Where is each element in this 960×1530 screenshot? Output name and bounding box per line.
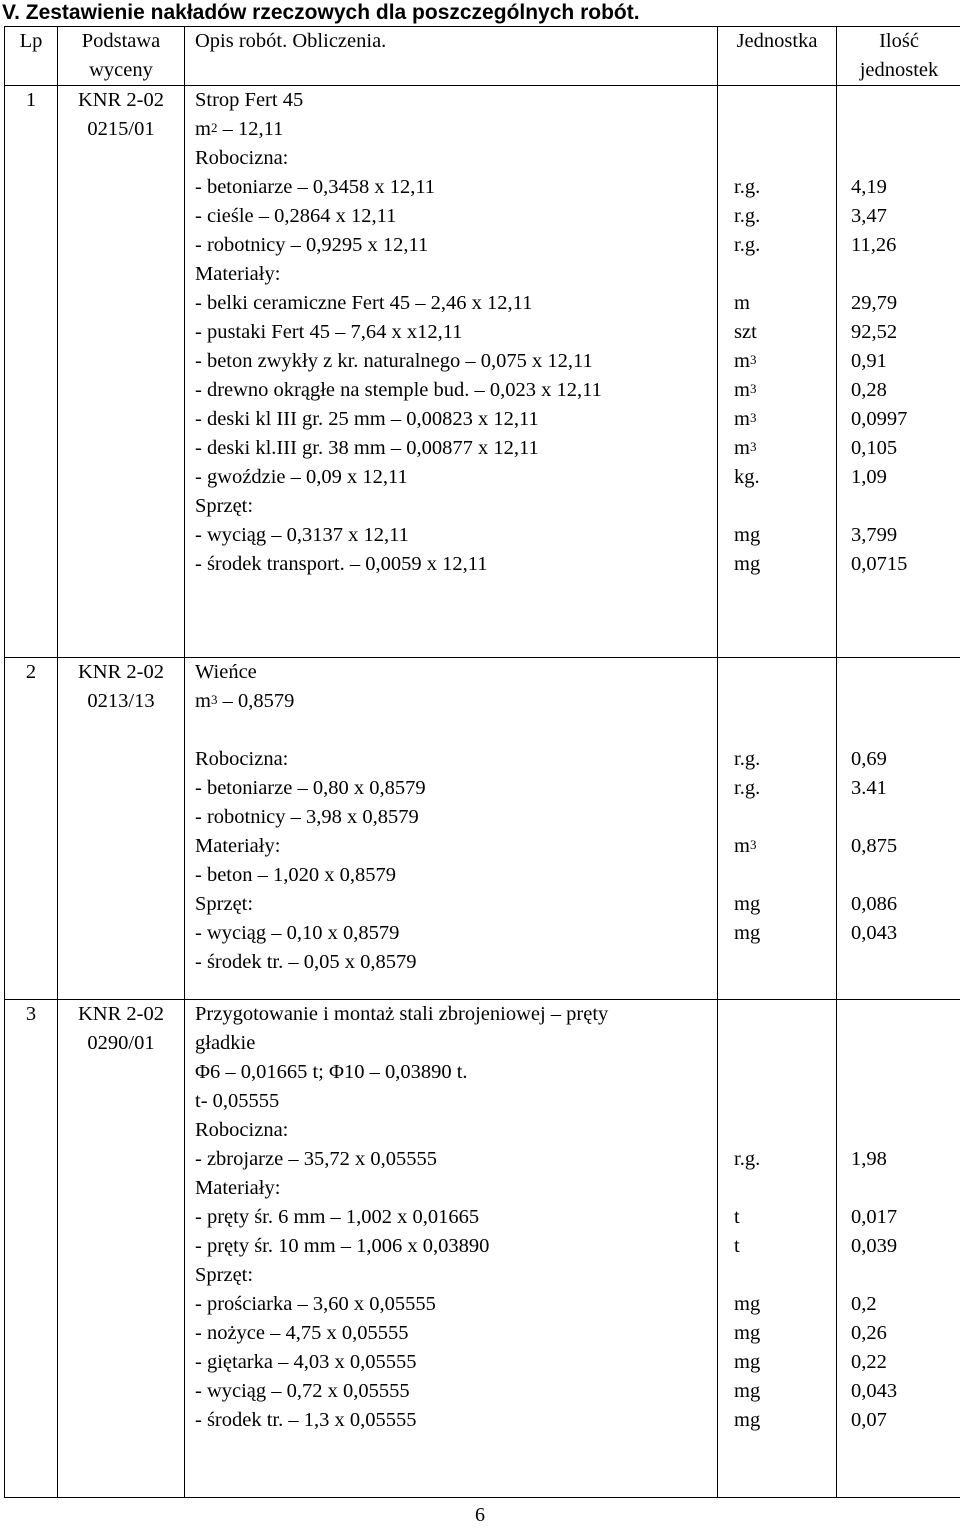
desc-line [195, 1145, 717, 1174]
row-base-cell [58, 86, 185, 658]
unit-line [734, 745, 836, 774]
desc-text: - beton – 1,020 x 0,8579 [195, 864, 396, 886]
row-base: KNR 2-02 [78, 1003, 164, 1025]
desc-text-cont: – 0,8579 [217, 690, 295, 712]
desc-line [195, 405, 717, 434]
unit-superscript: 3 [749, 439, 757, 454]
unit-line [734, 658, 836, 687]
qty-line [851, 86, 960, 115]
desc-line [195, 745, 717, 774]
table-row [5, 1000, 960, 1498]
unit-text: mg [734, 1322, 761, 1344]
unit-line [734, 1319, 836, 1348]
row-base: KNR 2-02 [78, 661, 164, 683]
row-qty-cell [837, 1000, 960, 1498]
desc-line [195, 144, 717, 173]
desc-text: - belki ceramiczne Fert 45 – 2,46 x 12,11 [195, 292, 533, 314]
qty-line [851, 1087, 960, 1116]
unit-line [734, 687, 836, 716]
qty-line: 3,47 [851, 205, 887, 227]
desc-line [195, 1348, 717, 1377]
qty-line [851, 948, 960, 977]
unit-line [734, 1058, 836, 1087]
unit-line [734, 774, 836, 803]
unit-text: m [734, 437, 750, 459]
header-desc-label: Opis robót. Obliczenia. [195, 30, 387, 52]
qty-line [851, 492, 960, 521]
header-desc [185, 27, 718, 86]
unit-text: r.g. [734, 1148, 761, 1170]
unit-superscript: 3 [749, 410, 757, 425]
desc-line [195, 1000, 717, 1029]
unit-text: kg. [734, 466, 760, 488]
unit-line [734, 1406, 836, 1435]
qty-line: 0,2 [851, 1293, 877, 1315]
row-desc-cell [185, 658, 718, 1000]
desc-line [195, 1174, 717, 1203]
qty-line: 0,105 [851, 437, 898, 459]
unit-line [734, 1000, 836, 1029]
qty-line [851, 1261, 960, 1290]
unit-line [734, 1174, 836, 1203]
row-lp: 3 [25, 1003, 37, 1025]
row-desc-cell [185, 1000, 718, 1498]
unit-text: mg [734, 524, 761, 546]
desc-line [195, 1261, 717, 1290]
unit-line [734, 260, 836, 289]
unit-line [734, 115, 836, 144]
qty-line: 1,98 [851, 1148, 887, 1170]
unit-line [734, 550, 836, 579]
qty-line: 0,07 [851, 1409, 887, 1431]
section-title: V. Zestawienie nakładów rzeczowych dla poszczególnych robót. [2, 1, 640, 24]
desc-text: Sprzęt: [195, 495, 254, 517]
desc-line [195, 86, 717, 115]
desc-text: - gwoździe – 0,09 x 12,11 [195, 466, 408, 488]
desc-text: - środek tr. – 0,05 x 0,8579 [195, 951, 417, 973]
desc-text: - robotnicy – 3,98 x 0,8579 [195, 806, 419, 828]
row-unit-cell [718, 658, 837, 1000]
header-lp-label: Lp [19, 30, 43, 52]
header-qty [837, 27, 960, 86]
row-base-cell [58, 1000, 185, 1498]
row-desc-cell [185, 86, 718, 658]
unit-text: mg [734, 553, 761, 575]
desc-text: - nożyce – 4,75 x 0,05555 [195, 1322, 409, 1344]
desc-text: Materiały: [195, 1177, 281, 1199]
unit-line [734, 803, 836, 832]
row-base-2: 0290/01 [87, 1032, 155, 1054]
qty-line: 0,22 [851, 1351, 887, 1373]
unit-line [734, 405, 836, 434]
desc-line [195, 1290, 717, 1319]
qty-line: 3.41 [851, 777, 887, 799]
desc-line [195, 318, 717, 347]
desc-line [195, 521, 717, 550]
desc-text: - betoniarze – 0,80 x 0,8579 [195, 777, 426, 799]
header-lp [5, 27, 58, 86]
unit-line [734, 890, 836, 919]
unit-line [734, 1029, 836, 1058]
desc-text: - pręty śr. 10 mm – 1,006 x 0,03890 [195, 1235, 490, 1257]
unit-text: t [734, 1206, 740, 1228]
header-base-label: Podstawa [81, 30, 161, 52]
row-lp-cell [5, 1000, 58, 1498]
desc-text: - środek transport. – 0,0059 x 12,11 [195, 553, 488, 575]
unit-line [734, 434, 836, 463]
desc-text: t- 0,05555 [195, 1090, 280, 1112]
qty-line: 0,91 [851, 350, 887, 372]
desc-line [195, 803, 717, 832]
desc-superscript: 3 [210, 692, 218, 707]
desc-line [195, 115, 717, 144]
desc-text: Robocizna: [195, 147, 289, 169]
row-lp: 2 [25, 661, 37, 683]
qty-line [851, 115, 960, 144]
header-qty-label-2: jednostek [859, 59, 939, 81]
unit-line [734, 1145, 836, 1174]
desc-line [195, 774, 717, 803]
qty-line [851, 1058, 960, 1087]
unit-text: m [734, 408, 750, 430]
qty-line: 92,52 [851, 321, 898, 343]
unit-text: r.g. [734, 748, 761, 770]
unit-line [734, 1116, 836, 1145]
header-unit [718, 27, 837, 86]
row-lp-cell [5, 86, 58, 658]
desc-text: - deski kl III gr. 25 mm – 0,00823 x 12,11 [195, 408, 539, 430]
unit-line [734, 948, 836, 977]
desc-line [195, 1058, 717, 1087]
qty-line: 0,875 [851, 835, 898, 857]
desc-superscript: 2 [210, 120, 218, 135]
header-base [58, 27, 185, 86]
desc-line [195, 1087, 717, 1116]
qty-line: 0,26 [851, 1322, 887, 1344]
unit-text: mg [734, 1409, 761, 1431]
table-row [5, 658, 960, 1000]
unit-line [734, 492, 836, 521]
desc-line [195, 948, 717, 977]
desc-line [195, 1377, 717, 1406]
qty-line: 11,26 [851, 234, 897, 256]
row-base-2: 0213/13 [87, 690, 155, 712]
desc-text: m [195, 118, 211, 140]
qty-line [851, 658, 960, 687]
row-base-cell [58, 658, 185, 1000]
desc-text: - prościarka – 3,60 x 0,05555 [195, 1293, 436, 1315]
desc-line [195, 716, 717, 745]
qty-line [851, 1116, 960, 1145]
desc-text: - robotnicy – 0,9295 x 12,11 [195, 234, 429, 256]
unit-text: r.g. [734, 234, 761, 256]
unit-line [734, 1261, 836, 1290]
desc-line [195, 550, 717, 579]
unit-line [734, 463, 836, 492]
unit-line [734, 1232, 836, 1261]
desc-text: Sprzęt: [195, 1264, 254, 1286]
unit-text: mg [734, 893, 761, 915]
row-base-2: 0215/01 [87, 118, 155, 140]
desc-text: - środek tr. – 1,3 x 0,05555 [195, 1409, 417, 1431]
qty-line [851, 687, 960, 716]
qty-line: 3,799 [851, 524, 898, 546]
cost-table [4, 26, 960, 1498]
qty-line: 0,043 [851, 922, 898, 944]
desc-line [195, 347, 717, 376]
desc-line [195, 434, 717, 463]
unit-line [734, 289, 836, 318]
unit-text: m [734, 835, 750, 857]
unit-line [734, 919, 836, 948]
unit-line [734, 376, 836, 405]
desc-line [195, 289, 717, 318]
qty-line: 0,0715 [851, 553, 908, 575]
unit-text: mg [734, 922, 761, 944]
unit-line [734, 144, 836, 173]
qty-line [851, 861, 960, 890]
desc-line [195, 1406, 717, 1435]
desc-text: - drewno okrągłe na stemple bud. – 0,023 x 12,11 [195, 379, 602, 401]
unit-superscript: 3 [749, 381, 757, 396]
desc-text: Przygotowanie i montaż stali zbrojeniowej – pręty [195, 1003, 609, 1025]
desc-text: Robocizna: [195, 1119, 289, 1141]
unit-line [734, 1087, 836, 1116]
qty-line [851, 1029, 960, 1058]
header-row [5, 27, 960, 86]
unit-superscript: 3 [749, 352, 757, 367]
qty-line [851, 260, 960, 289]
desc-line [195, 1116, 717, 1145]
desc-text: - cieśle – 0,2864 x 12,11 [195, 205, 397, 227]
desc-line [195, 687, 717, 716]
qty-line: 0,086 [851, 893, 898, 915]
qty-line: 0,0997 [851, 408, 908, 430]
desc-line [195, 1232, 717, 1261]
header-qty-label: Ilość [879, 30, 919, 52]
unit-superscript: 3 [749, 837, 757, 852]
unit-line [734, 1348, 836, 1377]
desc-line [195, 492, 717, 521]
qty-line [851, 803, 960, 832]
row-qty-cell [837, 658, 960, 1000]
row-lp-cell [5, 658, 58, 1000]
unit-text: m [734, 379, 750, 401]
desc-line [195, 231, 717, 260]
row-qty-cell [837, 86, 960, 658]
unit-text: r.g. [734, 777, 761, 799]
desc-line [195, 1203, 717, 1232]
desc-line [195, 202, 717, 231]
desc-line [195, 832, 717, 861]
unit-text: r.g. [734, 176, 761, 198]
desc-text: Materiały: [195, 263, 281, 285]
desc-text: - giętarka – 4,03 x 0,05555 [195, 1351, 417, 1373]
desc-line [195, 861, 717, 890]
unit-line [734, 861, 836, 890]
desc-line [195, 1319, 717, 1348]
qty-line: 0,039 [851, 1235, 898, 1257]
desc-text: - wyciąg – 0,3137 x 12,11 [195, 524, 409, 546]
unit-line [734, 521, 836, 550]
qty-line [851, 144, 960, 173]
unit-line [734, 347, 836, 376]
unit-line [734, 231, 836, 260]
unit-text: mg [734, 1380, 761, 1402]
qty-line [851, 1000, 960, 1029]
unit-line [734, 1203, 836, 1232]
desc-text: Sprzęt: [195, 893, 254, 915]
qty-line: 0,28 [851, 379, 887, 401]
unit-line [734, 716, 836, 745]
unit-text: szt [734, 321, 757, 343]
unit-text: m [734, 350, 750, 372]
unit-line [734, 86, 836, 115]
desc-text: - pręty śr. 6 mm – 1,002 x 0,01665 [195, 1206, 480, 1228]
unit-line [734, 1290, 836, 1319]
desc-text: - beton zwykły z kr. naturalnego – 0,075 x 12,11 [195, 350, 593, 372]
header-base-label-2: wyceny [89, 59, 153, 81]
desc-text: Robocizna: [195, 748, 289, 770]
qty-line: 0,043 [851, 1380, 898, 1402]
desc-line [195, 173, 717, 202]
unit-line [734, 832, 836, 861]
unit-text: mg [734, 1351, 761, 1373]
desc-text: - pustaki Fert 45 – 7,64 x x12,11 [195, 321, 463, 343]
desc-text: - zbrojarze – 35,72 x 0,05555 [195, 1148, 437, 1170]
page-number: 6 [475, 1504, 485, 1526]
desc-text: Φ6 – 0,01665 t; Φ10 – 0,03890 t. [195, 1061, 468, 1083]
unit-text: r.g. [734, 205, 761, 227]
desc-text: m [195, 690, 211, 712]
qty-line: 0,017 [851, 1206, 898, 1228]
desc-text: - deski kl.III gr. 38 mm – 0,00877 x 12,11 [195, 437, 539, 459]
desc-text: - wyciąg – 0,10 x 0,8579 [195, 922, 400, 944]
unit-line [734, 173, 836, 202]
desc-text-cont: – 12,11 [217, 118, 284, 140]
unit-text: m [734, 292, 750, 314]
desc-line [195, 919, 717, 948]
qty-line: 1,09 [851, 466, 887, 488]
desc-text: - wyciąg – 0,72 x 0,05555 [195, 1380, 410, 1402]
desc-text: Strop Fert 45 [195, 89, 304, 111]
row-unit-cell [718, 86, 837, 658]
desc-text: Materiały: [195, 835, 281, 857]
unit-line [734, 1377, 836, 1406]
desc-line [195, 260, 717, 289]
header-unit-label: Jednostka [736, 30, 818, 52]
desc-line [195, 376, 717, 405]
qty-line: 29,79 [851, 292, 898, 314]
qty-line [851, 716, 960, 745]
desc-line [195, 658, 717, 687]
desc-line [195, 890, 717, 919]
desc-text: gładkie [195, 1032, 256, 1054]
row-base: KNR 2-02 [78, 89, 164, 111]
qty-line: 4,19 [851, 176, 887, 198]
qty-line: 0,69 [851, 748, 887, 770]
unit-line [734, 202, 836, 231]
qty-line [851, 1174, 960, 1203]
row-unit-cell [718, 1000, 837, 1498]
desc-text: - betoniarze – 0,3458 x 12,11 [195, 176, 436, 198]
desc-line [195, 463, 717, 492]
row-lp: 1 [25, 89, 37, 111]
unit-text: mg [734, 1293, 761, 1315]
unit-text: t [734, 1235, 740, 1257]
table-row [5, 86, 960, 658]
desc-text: Wieńce [195, 661, 257, 683]
unit-line [734, 318, 836, 347]
desc-line [195, 1029, 717, 1058]
